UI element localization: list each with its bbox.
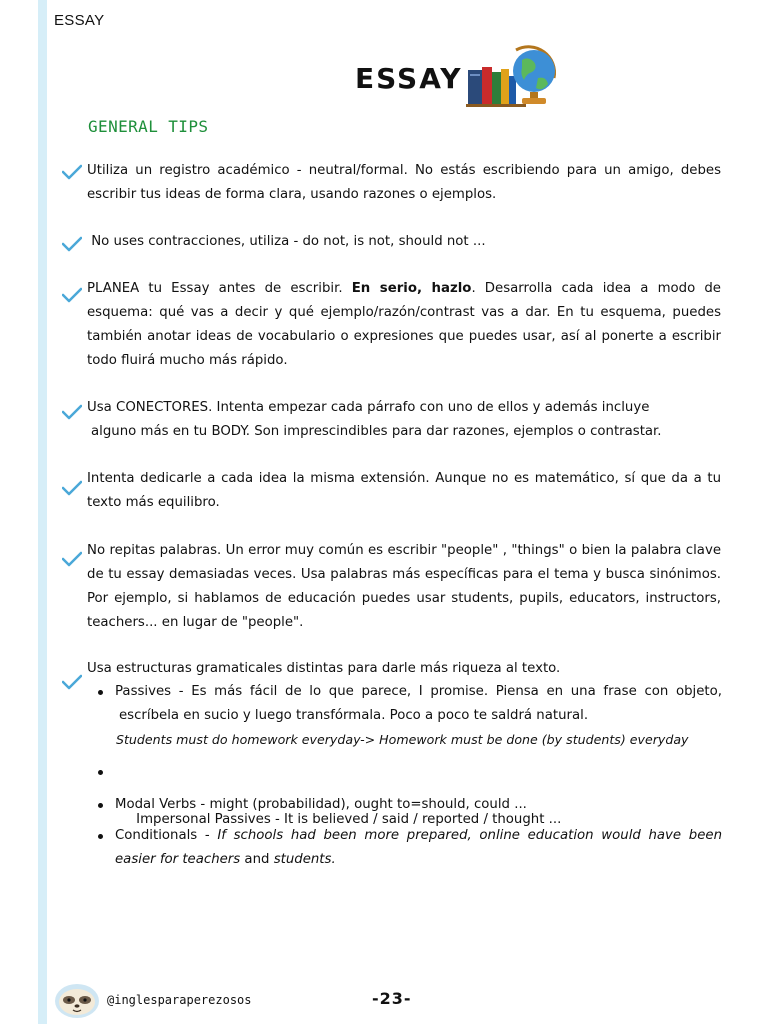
conditionals-and: and (240, 852, 274, 867)
section-heading: GENERAL TIPS (88, 117, 209, 136)
list-item-passives (98, 680, 722, 752)
tip-3-text (87, 277, 721, 373)
tip-4-text (87, 396, 721, 444)
passives-example: Students must do homework everyday-> Homework must be done (by students) everyday (116, 732, 689, 747)
list-item-modal-verbs (98, 793, 722, 817)
conditionals-label: Conditionals - (115, 828, 218, 843)
tip-3-part2: . Desarrolla cada idea a modo de esquema: qué vas a decir y qué ejemplo/razón/contrast vas a dar. En tu esquema, puedes también anotar ideas de vocabulario o expresiones que puedes usar, así al ponerte a escribir todo fluirá mucho más rápido. (87, 281, 721, 368)
bullet-dot (98, 690, 103, 695)
checkmark-icon (62, 551, 82, 567)
tip-4-line-1: Usa CONECTORES. Intenta empezar cada párrafo con uno de ellos y además incluye (87, 400, 650, 415)
checkmark-icon (62, 674, 82, 690)
conditionals-example: If schools had been more prepared, online education would have been easier for teachers (115, 828, 722, 867)
checkmark-icon (62, 236, 82, 252)
tip-6-text: No repitas palabras. Un error muy común es escribir "people" , "things" o bien la palabra clave de tu essay demasiadas veces. Usa palabras más específicas para el tema y busca sinónimos. Por ejemplo, si hablamos de educación puedes usar students, pupils, educators, instructors, teachers... en lugar de "people". (87, 543, 721, 630)
books-and-globe-icon (466, 38, 558, 108)
running-head: ESSAY (54, 12, 105, 29)
bullet-dot (98, 803, 103, 808)
page-title: ESSAY (355, 62, 463, 95)
passives-line-2: escríbela en sucio y luego transfórmala. Poco a poco te saldrá natural. (119, 708, 589, 723)
tip-1-text: Utiliza un registro académico - neutral/formal. No estás escribiendo para un amigo, debes escribir tus ideas de forma clara, usando razones o ejemplos. (87, 163, 721, 202)
left-margin-stripe (38, 0, 47, 1024)
checkmark-icon (62, 480, 82, 496)
bullet-dot (98, 770, 103, 775)
impersonal-passives-text: Impersonal Passives - It is believed / said / reported / thought ... (131, 812, 562, 827)
passives-line-1: Passives - Es más fácil de lo que parece, I promise. Piensa en una frase con objeto, (115, 684, 722, 699)
bullet-dot (98, 834, 103, 839)
checkmark-icon (62, 164, 82, 180)
conditionals-example-end: students. (273, 852, 336, 867)
tip-3-part1: PLANEA tu Essay antes de escribir. (87, 281, 352, 296)
tip-3-emphasis: En serio, hazlo (351, 281, 472, 296)
checkmark-icon (62, 404, 82, 420)
tip-5-text: Intenta dedicarle a cada idea la misma extensión. Aunque no es matemático, sí que da a tu texto más equilibro. (87, 471, 721, 510)
tip-2-text: No uses contracciones, utiliza - do not, is not, should not ... (87, 234, 486, 249)
list-item-conditionals (98, 824, 722, 872)
tip-4-line-2: alguno más en tu BODY. Son imprescindibles para dar razones, ejemplos o contrastar. (91, 424, 662, 439)
social-handle: @inglesparaperezosos (107, 993, 252, 1007)
modal-verbs-text: Modal Verbs - might (probabilidad), ought to=should, could ... (115, 797, 527, 812)
checkmark-icon (62, 287, 82, 303)
tip-7-intro: Usa estructuras gramaticales distintas para darle más riqueza al texto. (87, 661, 561, 676)
page-number: -23- (372, 989, 412, 1008)
sloth-avatar-icon (54, 981, 100, 1019)
